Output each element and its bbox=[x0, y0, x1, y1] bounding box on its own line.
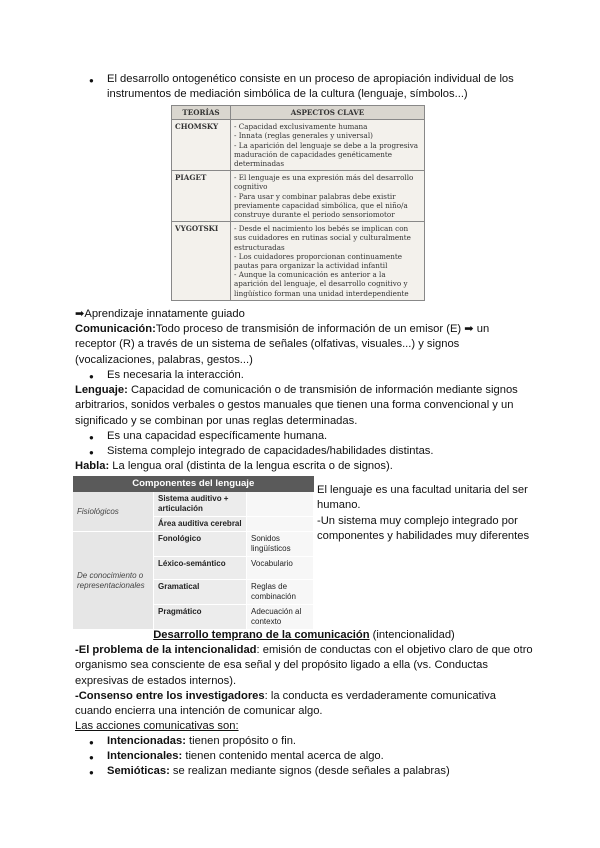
table-row bbox=[73, 492, 314, 517]
section-title-main: Desarrollo temprano de la comunicación bbox=[153, 629, 370, 641]
side-note bbox=[317, 483, 532, 545]
desc-cell: Sonidos lingüísticos bbox=[247, 532, 314, 557]
action-term: Intencionales: bbox=[107, 750, 183, 762]
desc-cell: Adecuación al contexto bbox=[247, 605, 314, 630]
theories-table-wrap bbox=[171, 105, 425, 301]
intro-bullet bbox=[107, 72, 527, 103]
component-cell: Sistema auditivo + articulación bbox=[154, 492, 247, 517]
aspect-line: - Desde el nacimiento los bebés se implican con sus cuidadores en rutinas social y culturalmente estructuradas bbox=[234, 224, 411, 252]
intencionalidad-paragraph bbox=[75, 643, 533, 689]
action-text: se realizan mediante signos (desde señales a palabras) bbox=[169, 765, 450, 777]
consenso-text: : la conducta es verdaderamente comunicativa cuando encierra una intención de comunicar algo. bbox=[75, 690, 496, 718]
desc-cell bbox=[247, 492, 314, 517]
list-item bbox=[107, 735, 296, 747]
list-item bbox=[107, 765, 450, 777]
category-cell: Fisiológicos bbox=[73, 492, 154, 532]
action-item-2 bbox=[107, 749, 384, 764]
lenguaje-text: Capacidad de comunicación o de transmisión de información mediante signos arbitrarios, sonidos verbales o gestos manuales que tienen una forma convencional y un significado y se combinan por unas reglas determinadas. bbox=[75, 384, 518, 427]
lenguaje-bullet-2 bbox=[107, 444, 434, 459]
arrow-right-icon: ➡ bbox=[75, 308, 85, 320]
action-text: tienen contenido mental acerca de algo. bbox=[182, 750, 384, 762]
intro-bullet-text: ● El desarrollo ontogenético consiste en un proceso de apropiación individual de los instrumentos de mediación simbólica de la cultura (lenguaje, símbolos...) bbox=[107, 73, 514, 100]
aspect-line: - Los cuidadores proporcionan continuamente pautas para organizar la actividad infantil bbox=[234, 251, 402, 271]
theory-aspects bbox=[231, 171, 425, 222]
intencionalidad-term: -El problema de la intencionalidad bbox=[75, 644, 257, 656]
component-cell: Área auditiva cerebral bbox=[154, 517, 247, 532]
components-table-wrap bbox=[73, 476, 314, 630]
component-cell: Gramatical bbox=[154, 580, 247, 605]
side-note-line-1: El lenguaje es una facultad unitaria del ser humano. bbox=[317, 484, 528, 512]
component-cell: Pragmático bbox=[154, 605, 247, 630]
desc-cell: Vocabulario bbox=[247, 557, 314, 580]
desc-cell: Reglas de combinación bbox=[247, 580, 314, 605]
arrow-note bbox=[75, 307, 245, 322]
list-item: ● Es necesaria la interacción. bbox=[107, 369, 244, 381]
section-title-sub: (intencionalidad) bbox=[369, 629, 455, 641]
theory-name: CHOMSKY bbox=[172, 120, 231, 171]
desc-cell bbox=[247, 517, 314, 532]
list-item bbox=[107, 750, 384, 762]
comunicacion-bullet bbox=[107, 368, 244, 383]
components-table bbox=[73, 476, 314, 630]
habla-text: La lengua oral (distinta de la lengua escrita o de signos). bbox=[109, 460, 393, 472]
th-key-aspects: ASPECTOS CLAVE bbox=[231, 106, 425, 120]
action-item-1 bbox=[107, 734, 296, 749]
aspect-line: - La aparición del lenguaje se debe a la progresiva maduración de capacidades genéticamente determinadas bbox=[234, 140, 419, 169]
aspect-line: - Capacidad exclusivamente humana bbox=[234, 122, 368, 132]
theory-aspects bbox=[231, 222, 425, 301]
consenso-paragraph bbox=[75, 689, 533, 720]
table-row bbox=[172, 222, 425, 301]
aspect-line: - Innata (reglas generales y universal) bbox=[234, 131, 373, 141]
theory-name: VYGOTSKI bbox=[172, 222, 231, 301]
list-item: ● Es una capacidad específicamente humana. bbox=[107, 430, 327, 442]
lenguaje-term: Lenguaje: bbox=[75, 384, 128, 396]
category-cell: De conocimiento o representacionales bbox=[73, 532, 154, 630]
theory-aspects bbox=[231, 120, 425, 171]
theory-name: PIAGET bbox=[172, 171, 231, 222]
actions-heading-text: Las acciones comunicativas son: bbox=[75, 720, 239, 732]
aspect-line: - Aunque la comunicación es anterior a la aparición del lenguaje, el desarrollo cognitivo y lingüístico forman una unidad interdependiente bbox=[234, 270, 409, 298]
consenso-term: -Consenso entre los investigadores bbox=[75, 690, 265, 702]
action-term: Intencionadas: bbox=[107, 735, 186, 747]
components-title: Componentes del lenguaje bbox=[73, 476, 314, 492]
lenguaje-paragraph bbox=[75, 383, 533, 429]
list-item: ● Sistema complejo integrado de capacidades/habilidades distintas. bbox=[107, 445, 434, 457]
intencionalidad-text: : emisión de conductas con el objetivo claro de que otro organismo sea consciente de esa señal y del propósito ligado a ella (vs. Conductas expresivas de estados internos). bbox=[75, 644, 533, 687]
action-item-3 bbox=[107, 764, 450, 779]
arrow-note-text: Aprendizaje innatamente guiado bbox=[84, 308, 245, 320]
theories-table bbox=[171, 105, 425, 301]
side-note-line-2: -Un sistema muy complejo integrado por componentes y habilidades muy diferentes bbox=[317, 514, 530, 543]
section-title bbox=[75, 628, 533, 643]
lenguaje-bullet-1 bbox=[107, 429, 327, 444]
table-row bbox=[172, 171, 425, 222]
aspect-line: - El lenguaje es una expresión más del desarrollo cognitivo bbox=[234, 173, 414, 192]
aspect-line: - Para usar y combinar palabras debe existir previamente capacidad simbólica, que el niño/a construye durante el periodo sensoriomotor bbox=[234, 191, 408, 220]
comunicacion-term: Comunicación: bbox=[75, 323, 156, 335]
habla-term: Habla: bbox=[75, 460, 110, 472]
actions-heading bbox=[75, 719, 239, 734]
comunicacion-paragraph bbox=[75, 322, 533, 368]
comunicacion-text: Todo proceso de transmisión de información de un emisor (E) ➡ un receptor (R) a través de un sistema de señales (olfativas, visuales...) y signos (vocalizaciones, palabras, gestos...) bbox=[75, 323, 490, 366]
action-term: Semióticas: bbox=[107, 765, 170, 777]
table-row bbox=[172, 120, 425, 171]
th-theories: TEORÍAS bbox=[172, 106, 231, 120]
component-cell: Fonológico bbox=[154, 532, 247, 557]
habla-paragraph bbox=[75, 459, 533, 474]
action-text: tienen propósito o fin. bbox=[185, 735, 297, 747]
component-cell: Léxico-semántico bbox=[154, 557, 247, 580]
table-row bbox=[73, 532, 314, 557]
